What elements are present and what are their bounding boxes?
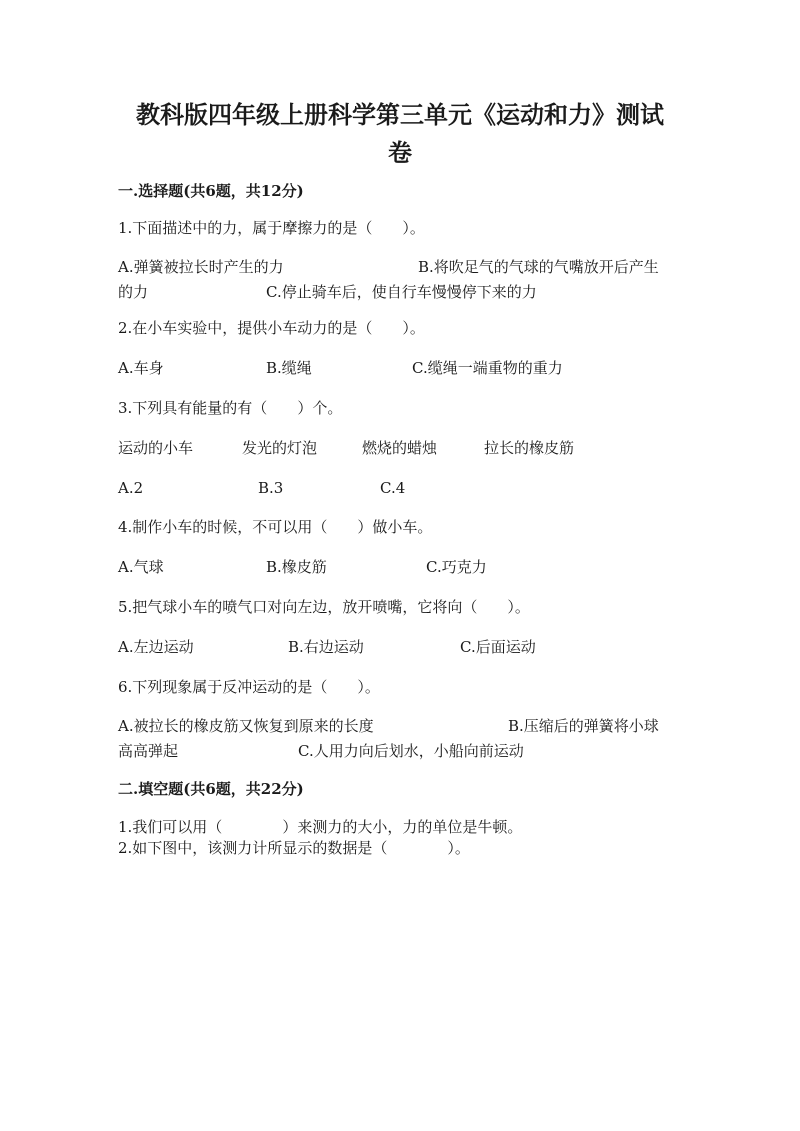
title-line-1: 教科版四年级上册科学第三单元《运动和力》测试 <box>136 100 664 129</box>
question-2-options <box>118 358 698 378</box>
question-2-option-a: A.车身 <box>118 359 164 377</box>
question-1-stem: 1.下面描述中的力，属于摩擦力的是（ ）。 <box>118 219 425 237</box>
question-3-option-b: B.3 <box>258 479 284 497</box>
question-4-option-b: B.橡皮筋 <box>266 558 327 576</box>
question-3-item: 燃烧的蜡烛 <box>362 439 438 457</box>
question-6-option-b: B.压缩后的弹簧将小球 <box>508 717 659 735</box>
question-3-option-c: C.4 <box>380 479 406 497</box>
fill-question-2: 2.如下图中，该测力计所显示的数据是（ ）。 <box>118 839 470 857</box>
question-2-option-b: B.缆绳 <box>266 359 312 377</box>
question-2-option-c: C.缆绳一端重物的重力 <box>412 359 563 377</box>
fill-question-1: 1.我们可以用（ ）来测力的大小，力的单位是牛顿。 <box>118 818 523 836</box>
section-heading-fill-in: 二.填空题(共6题，共22分) <box>118 780 304 798</box>
question-5-option-a: A.左边运动 <box>118 638 194 656</box>
question-3-items <box>118 438 698 458</box>
page-title <box>118 96 682 172</box>
question-4-options <box>118 557 698 577</box>
question-5-options <box>118 637 698 657</box>
question-1-option-a: A.弹簧被拉长时产生的力 <box>118 258 284 276</box>
question-1-option-b-cont: 的力 <box>118 283 149 301</box>
question-3-options <box>118 478 698 498</box>
question-5-option-c: C.后面运动 <box>460 638 536 656</box>
question-6-stem: 6.下列现象属于反冲运动的是（ ）。 <box>118 678 380 696</box>
question-6-option-a: A.被拉长的橡皮筋又恢复到原来的长度 <box>118 717 374 735</box>
question-4-option-a: A.气球 <box>118 558 164 576</box>
question-6-option-b-cont: 高高弹起 <box>118 742 179 760</box>
question-2-stem: 2.在小车实验中，提供小车动力的是（ ）。 <box>118 319 425 337</box>
question-5-stem: 5.把气球小车的喷气口对向左边，放开喷嘴，它将向（ ）。 <box>118 598 530 616</box>
question-3-item: 发光的灯泡 <box>242 439 318 457</box>
question-3-option-a: A.2 <box>118 479 144 497</box>
question-1-option-b: B.将吹足气的气球的气嘴放开后产生 <box>418 258 659 276</box>
question-4-option-c: C.巧克力 <box>426 558 487 576</box>
question-5-option-b: B.右边运动 <box>288 638 364 656</box>
question-3-item: 拉长的橡皮筋 <box>484 439 575 457</box>
question-1-option-c: C.停止骑车后，使自行车慢慢停下来的力 <box>266 283 537 301</box>
section-heading-choice: 一.选择题(共6题，共12分) <box>118 182 304 200</box>
question-3-stem: 3.下列具有能量的有（ ）个。 <box>118 399 343 417</box>
question-4-stem: 4.制作小车的时候，不可以用（ ）做小车。 <box>118 518 433 536</box>
question-3-item: 运动的小车 <box>118 439 194 457</box>
question-6-option-c: C.人用力向后划水，小船向前运动 <box>298 742 524 760</box>
title-line-2: 卷 <box>388 138 412 167</box>
